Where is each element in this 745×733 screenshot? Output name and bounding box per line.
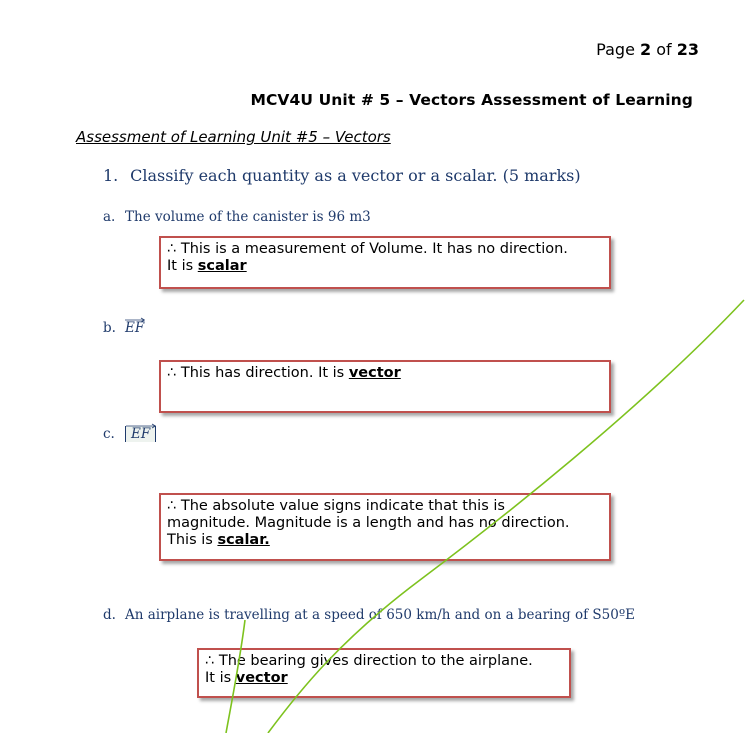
unit-title: MCV4U Unit # 5 – Vectors Assessment of Learning [250,91,693,109]
answer-c-line2: magnitude. Magnitude is a length and has no direction. [167,515,570,531]
page-number: Page 2 of 23 [596,40,699,59]
answer-a-keyword: scalar [197,258,247,274]
answer-a-line1: ∴ This is a measurement of Volume. It has no direction. [167,241,568,257]
vector-arrow-icon [126,423,156,429]
answer-c-line3: This is scalar. [167,532,270,548]
vector-ef-magnitude: EF [125,426,156,442]
answer-d-keyword: vector [235,670,288,686]
answer-box-b [159,360,611,413]
vector-ef: EF [125,320,144,336]
answer-d-line1: ∴ The bearing gives direction to the airplane. [205,653,533,669]
answer-a-line2: It is scalar [167,258,247,274]
answer-b-keyword: vector [348,365,401,381]
answer-box-d [197,648,571,698]
answer-d-line2: It is vector [205,670,288,686]
answer-b-line1: ∴ This has direction. It is vector [167,365,401,381]
item-d: d. An airplane is travelling at a speed of 650 km/h and on a bearing of S50ºE [103,607,636,623]
answer-box-c [159,493,611,561]
answer-box-a [159,236,611,289]
answer-c-line1: ∴ The absolute value signs indicate that this is [167,498,505,514]
item-c: c. EF [103,426,156,442]
vector-arrow-icon [125,317,145,323]
question-number: 1. [103,166,119,185]
item-b: b. EF [103,320,144,336]
question-text: Classify each quantity as a vector or a scalar. (5 marks) [130,166,581,185]
answer-c-keyword: scalar. [217,532,270,548]
question-heading [103,166,581,185]
section-title: Assessment of Learning Unit #5 – Vectors [76,128,391,146]
item-a: a. The volume of the canister is 96 m3 [103,209,371,225]
